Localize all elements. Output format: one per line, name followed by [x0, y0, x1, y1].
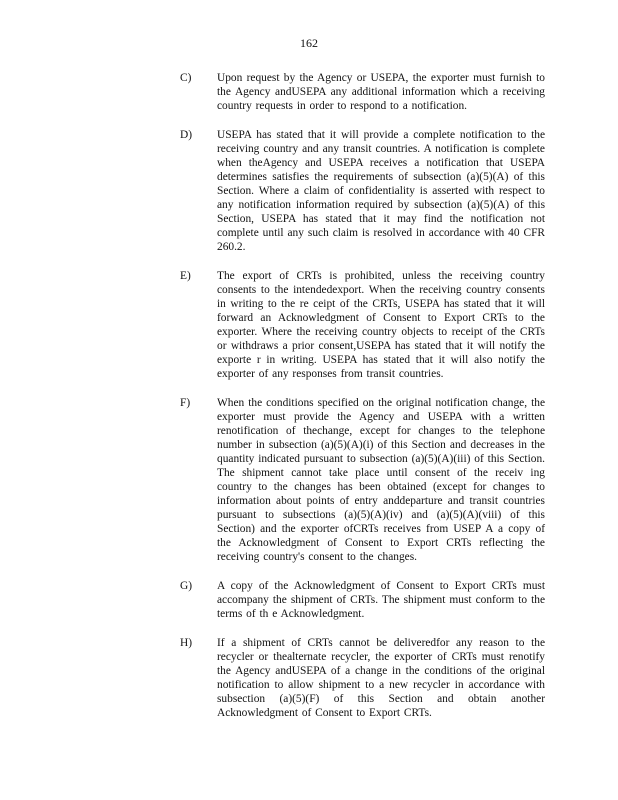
- list-item: [180, 128, 545, 254]
- list-item: [180, 269, 545, 381]
- item-letter: H): [180, 637, 193, 649]
- item-text: The export of CRTs is prohibited, unless the receiving country consents to the intendedexport. When the receiving country consents in writing to the re ceipt of the CRTs, USEPA has stated that it will forward an Acknowledgment of Consent to Export CRTs to the exporter. Where the receiving country objects to receipt of the CRTs or withdraws a prior consent,USEPA has stated that it will notify the exporte r in writing. USEPA has stated that it will also notify the exporter of any responses from transit countries.: [217, 270, 545, 380]
- list-item: [180, 71, 545, 113]
- item-letter: G): [180, 580, 193, 592]
- item-text: USEPA has stated that it will provide a complete notification to the receiving country and any transit countries. A notification is complete when theAgency and USEPA receives a notification that USEPA determines satisfies the requirements of subsection (a)(5)(A) of this Section. Where a claim of confidentiality is asserted with respect to any notification information required by subsection (a)(5)(A) of this Section, USEPA has stated that it may find the notification not complete until any such claim is resolved in accordance with 40 CFR 260.2.: [217, 129, 545, 253]
- item-text: If a shipment of CRTs cannot be deliveredfor any reason to the recycler or thealternate recycler, the exporter of CRTs must renotify the Agency andUSEPA of a change in the conditions of the original notification to allow shipment to a new recycler in accordance with subsection (a)(5)(F) of this Section and obtain another Acknowledgment of Consent to Export CRTs.: [217, 637, 545, 719]
- item-letter: E): [180, 270, 191, 282]
- item-letter: D): [180, 129, 193, 141]
- list-item: [180, 636, 545, 720]
- list-item: [180, 396, 545, 564]
- item-text: When the conditions specified on the original notification change, the exporter must provide the Agency and USEPA with a written renotification of thechange, except for changes to the telephone number in subsection (a)(5)(A)(i) of this Section and decreases in the quantity indicated pursuant to subsection (a)(5)(A)(iii) of this Section. The shipment cannot take place until consent of the receiv ing country to the changes has been obtained (except for changes to information about points of entry anddeparture and transit countries pursuant to subsections (a)(5)(A)(iv) and (a)(5)(A)(viii) of this Section) and the exporter ofCRTs receives from USEP A a copy of the Acknowledgment of Consent to Export CRTs reflecting the receiving country's consent to the changes.: [217, 397, 545, 563]
- item-letter: C): [180, 72, 192, 84]
- subsection-list: [180, 71, 545, 735]
- item-text: Upon request by the Agency or USEPA, the exporter must furnish to the Agency andUSEPA any additional information which a receiving country requests in order to respond to a notification.: [217, 72, 545, 112]
- item-text: A copy of the Acknowledgment of Consent to Export CRTs must accompany the shipment of CRTs. The shipment must conform to the terms of th e Acknowledgment.: [217, 580, 545, 620]
- page-number: 162: [300, 36, 318, 50]
- item-letter: F): [180, 397, 191, 409]
- list-item: [180, 579, 545, 621]
